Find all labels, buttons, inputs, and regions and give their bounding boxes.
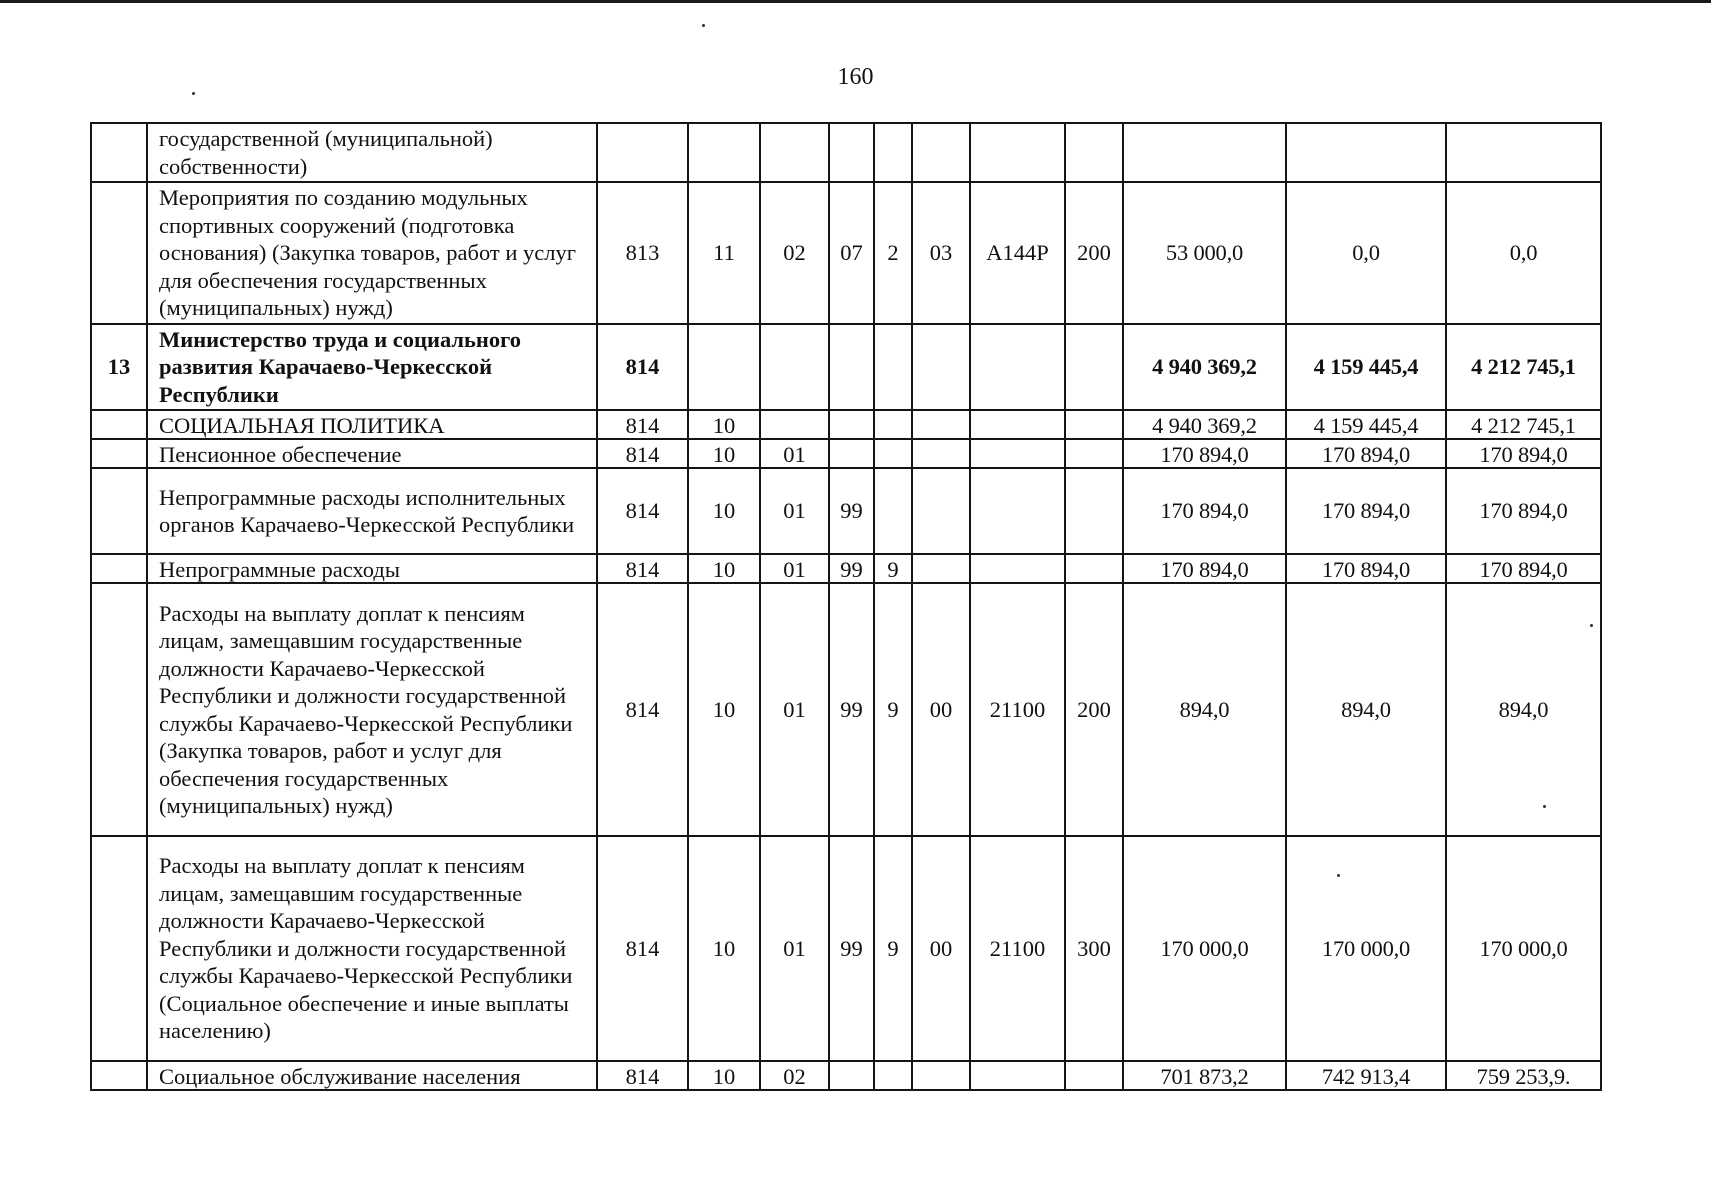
amount-year-1-cell: 170 894,0 (1123, 554, 1286, 583)
amount-year-3-cell: 170 894,0 (1446, 468, 1601, 554)
scan-speck (192, 92, 195, 95)
amount-year-3-cell: 4 212 745,1 (1446, 410, 1601, 439)
expense-name-cell: Непрограммные расходы исполнительных органов Карачаево-Черкесской Республики (147, 468, 597, 554)
amount-year-3-cell: 894,0 (1446, 583, 1601, 836)
table-row (91, 836, 1601, 1061)
amount-year-1-cell: 4 940 369,2 (1123, 410, 1286, 439)
table-row (91, 324, 1601, 411)
amount-year-2-cell: 742 913,4 (1286, 1061, 1446, 1090)
budget-table (90, 122, 1602, 1091)
amount-year-1-cell: 170 000,0 (1123, 836, 1286, 1061)
expense-name-cell: Расходы на выплату доплат к пенсиям лицам, замещавшим государственные должности Карачаево-Черкесской Республики и должности государственной службы Карачаево-Черкесской Республики (Социальное обеспечение и иные выплаты населению) (147, 836, 597, 1061)
subsection-code-cell: 02 (760, 1061, 829, 1090)
section-code-cell: 11 (688, 182, 760, 324)
subprogram-code-cell (874, 1061, 912, 1090)
subprogram-code-cell: 9 (874, 583, 912, 836)
scan-top-border (0, 0, 1711, 3)
amount-year-3-cell: 170 000,0 (1446, 836, 1601, 1061)
program-code-cell: 99 (829, 583, 874, 836)
amount-year-2-cell: 170 000,0 (1286, 836, 1446, 1061)
amount-year-3-cell: 170 894,0 (1446, 554, 1601, 583)
expense-type-code-cell: 200 (1065, 182, 1123, 324)
expense-type-code-cell: 200 (1065, 583, 1123, 836)
expense-type-code-cell (1065, 324, 1123, 411)
amount-year-2-cell (1286, 123, 1446, 182)
row-number-cell (91, 182, 147, 324)
amount-year-1-cell (1123, 123, 1286, 182)
subsection-code-cell: 01 (760, 583, 829, 836)
subprogram-code-cell (874, 439, 912, 468)
program-code-cell (829, 1061, 874, 1090)
expense-name-cell: государственной (муниципальной) собственности) (147, 123, 597, 182)
amount-year-2-cell: 4 159 445,4 (1286, 324, 1446, 411)
row-number-cell (91, 1061, 147, 1090)
program-code-cell (829, 324, 874, 411)
subprogram-code-cell (874, 410, 912, 439)
subprogram-code-cell: 9 (874, 836, 912, 1061)
program-code-cell: 99 (829, 554, 874, 583)
table-row (91, 123, 1601, 182)
subsection-code-cell: 01 (760, 468, 829, 554)
section-code-cell: 10 (688, 439, 760, 468)
grbs-code-cell: 814 (597, 1061, 688, 1090)
direction-code-cell (970, 324, 1065, 411)
expense-name-cell: СОЦИАЛЬНАЯ ПОЛИТИКА (147, 410, 597, 439)
grbs-code-cell: 813 (597, 182, 688, 324)
subprogram-code-cell: 2 (874, 182, 912, 324)
event-code-cell (912, 439, 970, 468)
table-row (91, 410, 1601, 439)
amount-year-3-cell: 759 253,9. (1446, 1061, 1601, 1090)
scan-speck (702, 24, 705, 27)
expense-type-code-cell (1065, 1061, 1123, 1090)
grbs-code-cell: 814 (597, 468, 688, 554)
grbs-code-cell (597, 123, 688, 182)
row-number-cell (91, 123, 147, 182)
grbs-code-cell: 814 (597, 836, 688, 1061)
expense-name-cell: Мероприятия по созданию модульных спортивных сооружений (подготовка основания) (Закупка товаров, работ и услуг для обеспечения государственных (муниципальных) нужд) (147, 182, 597, 324)
table-row (91, 583, 1601, 836)
grbs-code-cell: 814 (597, 324, 688, 411)
section-code-cell: 10 (688, 410, 760, 439)
row-number-cell (91, 583, 147, 836)
direction-code-cell (970, 410, 1065, 439)
grbs-code-cell: 814 (597, 439, 688, 468)
table-row (91, 468, 1601, 554)
expense-name-cell: Социальное обслуживание населения (147, 1061, 597, 1090)
direction-code-cell (970, 554, 1065, 583)
program-code-cell: 99 (829, 468, 874, 554)
program-code-cell: 99 (829, 836, 874, 1061)
expense-name-cell: Пенсионное обеспечение (147, 439, 597, 468)
expense-type-code-cell: 300 (1065, 836, 1123, 1061)
expense-name-cell: Министерство труда и социального развития Карачаево-Черкесской Республики (147, 324, 597, 411)
event-code-cell: 00 (912, 583, 970, 836)
amount-year-2-cell: 170 894,0 (1286, 554, 1446, 583)
event-code-cell (912, 123, 970, 182)
expense-name-cell: Непрограммные расходы (147, 554, 597, 583)
expense-type-code-cell (1065, 410, 1123, 439)
page-number: 160 (837, 64, 874, 90)
subsection-code-cell (760, 410, 829, 439)
event-code-cell (912, 324, 970, 411)
amount-year-3-cell: 170 894,0 (1446, 439, 1601, 468)
section-code-cell (688, 123, 760, 182)
amount-year-3-cell (1446, 123, 1601, 182)
expense-name-cell: Расходы на выплату доплат к пенсиям лицам, замещавшим государственные должности Карачаево-Черкесской Республики и должности государственной службы Карачаево-Черкесской Республики (Закупка товаров, работ и услуг для обеспечения государственных (муниципальных) нужд) (147, 583, 597, 836)
section-code-cell: 10 (688, 1061, 760, 1090)
amount-year-2-cell: 894,0 (1286, 583, 1446, 836)
row-number-cell (91, 439, 147, 468)
row-number-cell: 13 (91, 324, 147, 411)
event-code-cell: 03 (912, 182, 970, 324)
amount-year-2-cell: 170 894,0 (1286, 468, 1446, 554)
amount-year-3-cell: 0,0 (1446, 182, 1601, 324)
amount-year-1-cell: 53 000,0 (1123, 182, 1286, 324)
amount-year-1-cell: 170 894,0 (1123, 468, 1286, 554)
event-code-cell (912, 410, 970, 439)
amount-year-2-cell: 0,0 (1286, 182, 1446, 324)
table-row (91, 439, 1601, 468)
subprogram-code-cell (874, 123, 912, 182)
amount-year-1-cell: 701 873,2 (1123, 1061, 1286, 1090)
subsection-code-cell: 01 (760, 439, 829, 468)
table-row (91, 554, 1601, 583)
expense-type-code-cell (1065, 439, 1123, 468)
program-code-cell: 07 (829, 182, 874, 324)
row-number-cell (91, 468, 147, 554)
subsection-code-cell (760, 324, 829, 411)
subsection-code-cell (760, 123, 829, 182)
amount-year-1-cell: 4 940 369,2 (1123, 324, 1286, 411)
direction-code-cell: 21100 (970, 836, 1065, 1061)
event-code-cell (912, 554, 970, 583)
direction-code-cell (970, 468, 1065, 554)
program-code-cell (829, 123, 874, 182)
section-code-cell: 10 (688, 554, 760, 583)
table-row (91, 1061, 1601, 1090)
program-code-cell (829, 439, 874, 468)
subprogram-code-cell: 9 (874, 554, 912, 583)
grbs-code-cell: 814 (597, 583, 688, 836)
subprogram-code-cell (874, 468, 912, 554)
row-number-cell (91, 410, 147, 439)
grbs-code-cell: 814 (597, 554, 688, 583)
amount-year-1-cell: 894,0 (1123, 583, 1286, 836)
direction-code-cell (970, 1061, 1065, 1090)
amount-year-2-cell: 4 159 445,4 (1286, 410, 1446, 439)
amount-year-1-cell: 170 894,0 (1123, 439, 1286, 468)
section-code-cell: 10 (688, 583, 760, 836)
subsection-code-cell: 01 (760, 554, 829, 583)
subsection-code-cell: 01 (760, 836, 829, 1061)
grbs-code-cell: 814 (597, 410, 688, 439)
amount-year-3-cell: 4 212 745,1 (1446, 324, 1601, 411)
budget-table-body (91, 123, 1601, 1090)
section-code-cell: 10 (688, 468, 760, 554)
event-code-cell: 00 (912, 836, 970, 1061)
table-row (91, 182, 1601, 324)
subsection-code-cell: 02 (760, 182, 829, 324)
event-code-cell (912, 1061, 970, 1090)
event-code-cell (912, 468, 970, 554)
section-code-cell (688, 324, 760, 411)
program-code-cell (829, 410, 874, 439)
row-number-cell (91, 554, 147, 583)
amount-year-2-cell: 170 894,0 (1286, 439, 1446, 468)
section-code-cell: 10 (688, 836, 760, 1061)
expense-type-code-cell (1065, 123, 1123, 182)
direction-code-cell (970, 123, 1065, 182)
direction-code-cell (970, 439, 1065, 468)
subprogram-code-cell (874, 324, 912, 411)
direction-code-cell: 21100 (970, 583, 1065, 836)
direction-code-cell: А144Р (970, 182, 1065, 324)
expense-type-code-cell (1065, 468, 1123, 554)
row-number-cell (91, 836, 147, 1061)
expense-type-code-cell (1065, 554, 1123, 583)
